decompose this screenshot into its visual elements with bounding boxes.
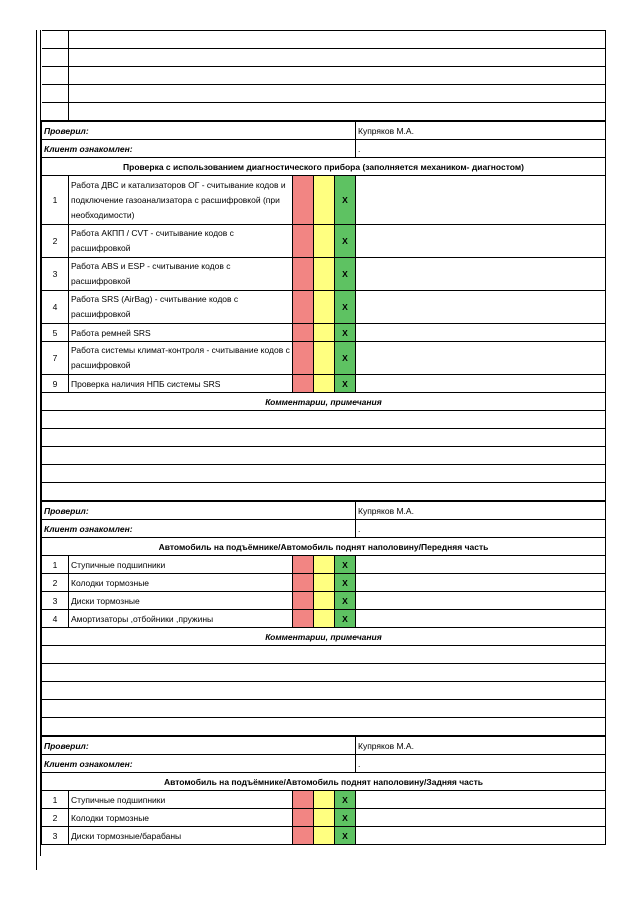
note-cell[interactable] bbox=[356, 791, 606, 809]
note-cell[interactable] bbox=[356, 225, 606, 258]
comment-line[interactable] bbox=[42, 700, 606, 718]
note-cell[interactable] bbox=[356, 827, 606, 845]
checklist-row bbox=[42, 375, 606, 393]
item-number: 1 bbox=[42, 791, 69, 809]
checked-name: Купряков М.А. bbox=[356, 736, 606, 755]
section-title-rear: Автомобиль на подъёмнике/Автомобиль поднят наполовину/Задняя часть bbox=[42, 773, 606, 791]
item-number: 3 bbox=[42, 258, 69, 291]
status-yellow-cell[interactable] bbox=[314, 809, 335, 827]
note-cell[interactable] bbox=[356, 176, 606, 225]
item-number: 7 bbox=[42, 342, 69, 375]
checklist-row bbox=[42, 574, 606, 592]
comment-line[interactable] bbox=[42, 429, 606, 447]
section-title-diag: Проверка с использованием диагностического прибора (заполняется механиком- диагностом) bbox=[42, 158, 606, 176]
comment-line[interactable] bbox=[42, 718, 606, 737]
signoff-client-row bbox=[42, 755, 606, 773]
section-header bbox=[42, 538, 606, 556]
checklist-row bbox=[42, 791, 606, 809]
status-red-cell[interactable] bbox=[293, 291, 314, 324]
status-green-cell[interactable]: X bbox=[335, 827, 356, 845]
comments-title: Комментарии, примечания bbox=[42, 628, 606, 646]
note-cell[interactable] bbox=[356, 375, 606, 393]
status-red-cell[interactable] bbox=[293, 556, 314, 574]
client-label: Клиент ознакомлен: bbox=[42, 520, 356, 538]
page-left-rule bbox=[36, 30, 37, 870]
item-description: Диски тормозные/барабаны bbox=[69, 827, 293, 845]
section-header bbox=[42, 158, 606, 176]
section-header bbox=[42, 773, 606, 791]
signoff-checked-row bbox=[42, 501, 606, 520]
item-description: Амортизаторы ,отбойники ,пружины bbox=[69, 610, 293, 628]
item-description: Ступичные подшипники bbox=[69, 556, 293, 574]
item-description: Проверка наличия НПБ системы SRS bbox=[69, 375, 293, 393]
item-description: Ступичные подшипники bbox=[69, 791, 293, 809]
inspection-sheet bbox=[41, 30, 606, 845]
item-number: 4 bbox=[42, 610, 69, 628]
comments-title: Комментарии, примечания bbox=[42, 393, 606, 411]
checklist-row bbox=[42, 225, 606, 258]
status-red-cell[interactable] bbox=[293, 791, 314, 809]
note-cell[interactable] bbox=[356, 342, 606, 375]
client-value: . bbox=[356, 520, 606, 538]
client-value: . bbox=[356, 140, 606, 158]
status-green-cell[interactable]: X bbox=[335, 375, 356, 393]
item-number: 2 bbox=[42, 225, 69, 258]
checklist-row bbox=[42, 556, 606, 574]
checklist-row bbox=[42, 291, 606, 324]
item-description: Колодки тормозные bbox=[69, 574, 293, 592]
status-red-cell[interactable] bbox=[293, 225, 314, 258]
status-red-cell[interactable] bbox=[293, 827, 314, 845]
checklist-row bbox=[42, 592, 606, 610]
status-red-cell[interactable] bbox=[293, 809, 314, 827]
status-yellow-cell[interactable] bbox=[314, 574, 335, 592]
item-number: 2 bbox=[42, 809, 69, 827]
note-cell[interactable] bbox=[356, 809, 606, 827]
checked-label: Проверил: bbox=[42, 121, 356, 140]
status-yellow-cell[interactable] bbox=[314, 342, 335, 375]
checked-label: Проверил: bbox=[42, 736, 356, 755]
status-green-cell[interactable]: X bbox=[335, 342, 356, 375]
item-number: 4 bbox=[42, 291, 69, 324]
status-green-cell[interactable]: X bbox=[335, 574, 356, 592]
note-cell[interactable] bbox=[356, 610, 606, 628]
checked-name: Купряков М.А. bbox=[356, 501, 606, 520]
status-green-cell[interactable]: X bbox=[335, 176, 356, 225]
checklist-row bbox=[42, 809, 606, 827]
status-yellow-cell[interactable] bbox=[314, 176, 335, 225]
comment-line[interactable] bbox=[42, 483, 606, 502]
status-green-cell[interactable]: X bbox=[335, 291, 356, 324]
blank-row bbox=[42, 67, 606, 85]
status-yellow-cell[interactable] bbox=[314, 324, 335, 342]
comment-line[interactable] bbox=[42, 682, 606, 700]
note-cell[interactable] bbox=[356, 258, 606, 291]
checklist-row bbox=[42, 827, 606, 845]
blank-row bbox=[42, 49, 606, 67]
section-title-front: Автомобиль на подъёмнике/Автомобиль поднят наполовину/Передняя часть bbox=[42, 538, 606, 556]
client-label: Клиент ознакомлен: bbox=[42, 140, 356, 158]
checklist-row bbox=[42, 324, 606, 342]
checked-label: Проверил: bbox=[42, 501, 356, 520]
note-cell[interactable] bbox=[356, 592, 606, 610]
client-value: . bbox=[356, 755, 606, 773]
item-description: Колодки тормозные bbox=[69, 809, 293, 827]
status-yellow-cell[interactable] bbox=[314, 258, 335, 291]
status-red-cell[interactable] bbox=[293, 574, 314, 592]
comments-header bbox=[42, 628, 606, 646]
comment-line[interactable] bbox=[42, 411, 606, 429]
checked-name: Купряков М.А. bbox=[356, 121, 606, 140]
status-yellow-cell[interactable] bbox=[314, 610, 335, 628]
checklist-row bbox=[42, 258, 606, 291]
status-green-cell[interactable]: X bbox=[335, 592, 356, 610]
item-number: 3 bbox=[42, 592, 69, 610]
item-number: 5 bbox=[42, 324, 69, 342]
comment-line[interactable] bbox=[42, 646, 606, 664]
status-yellow-cell[interactable] bbox=[314, 375, 335, 393]
status-green-cell[interactable]: X bbox=[335, 809, 356, 827]
blank-row bbox=[42, 31, 606, 49]
item-description: Работа SRS (AirBag) - считывание кодов с расшифровкой bbox=[69, 291, 293, 324]
status-green-cell[interactable]: X bbox=[335, 556, 356, 574]
status-red-cell[interactable] bbox=[293, 258, 314, 291]
item-description: Диски тормозные bbox=[69, 592, 293, 610]
comment-line[interactable] bbox=[42, 447, 606, 465]
status-green-cell[interactable]: X bbox=[335, 791, 356, 809]
item-number: 9 bbox=[42, 375, 69, 393]
status-red-cell[interactable] bbox=[293, 610, 314, 628]
item-description: Работа системы климат-контроля - считывание кодов с расшифровкой bbox=[69, 342, 293, 375]
comment-line[interactable] bbox=[42, 664, 606, 682]
status-yellow-cell[interactable] bbox=[314, 791, 335, 809]
note-cell[interactable] bbox=[356, 324, 606, 342]
status-red-cell[interactable] bbox=[293, 176, 314, 225]
signoff-client-row bbox=[42, 520, 606, 538]
note-cell[interactable] bbox=[356, 291, 606, 324]
blank-row bbox=[42, 85, 606, 103]
checklist-row bbox=[42, 176, 606, 225]
status-green-cell[interactable]: X bbox=[335, 258, 356, 291]
item-description: Работа ABS и ESP - считывание кодов с расшифровкой bbox=[69, 258, 293, 291]
item-description: Работа ДВС и катализаторов ОГ - считывание кодов и подключение газоанализатора с расшифровкой (при необходимости) bbox=[69, 176, 293, 225]
status-yellow-cell[interactable] bbox=[314, 556, 335, 574]
status-yellow-cell[interactable] bbox=[314, 225, 335, 258]
status-yellow-cell[interactable] bbox=[314, 827, 335, 845]
item-description: Работа АКПП / CVT - считывание кодов с расшифровкой bbox=[69, 225, 293, 258]
status-green-cell[interactable]: X bbox=[335, 225, 356, 258]
comments-header bbox=[42, 393, 606, 411]
status-green-cell[interactable]: X bbox=[335, 610, 356, 628]
signoff-client-row bbox=[42, 140, 606, 158]
checklist-row bbox=[42, 610, 606, 628]
blank-row bbox=[42, 103, 606, 122]
status-yellow-cell[interactable] bbox=[314, 592, 335, 610]
note-cell[interactable] bbox=[356, 556, 606, 574]
comment-line[interactable] bbox=[42, 465, 606, 483]
checklist-row bbox=[42, 342, 606, 375]
item-number: 1 bbox=[42, 176, 69, 225]
client-label: Клиент ознакомлен: bbox=[42, 755, 356, 773]
signoff-checked-row bbox=[42, 736, 606, 755]
note-cell[interactable] bbox=[356, 574, 606, 592]
status-green-cell[interactable]: X bbox=[335, 324, 356, 342]
status-red-cell[interactable] bbox=[293, 324, 314, 342]
status-red-cell[interactable] bbox=[293, 592, 314, 610]
item-number: 1 bbox=[42, 556, 69, 574]
signoff-checked-row bbox=[42, 121, 606, 140]
status-red-cell[interactable] bbox=[293, 375, 314, 393]
status-yellow-cell[interactable] bbox=[314, 291, 335, 324]
item-description: Работа ремней SRS bbox=[69, 324, 293, 342]
item-number: 3 bbox=[42, 827, 69, 845]
status-red-cell[interactable] bbox=[293, 342, 314, 375]
item-number: 2 bbox=[42, 574, 69, 592]
